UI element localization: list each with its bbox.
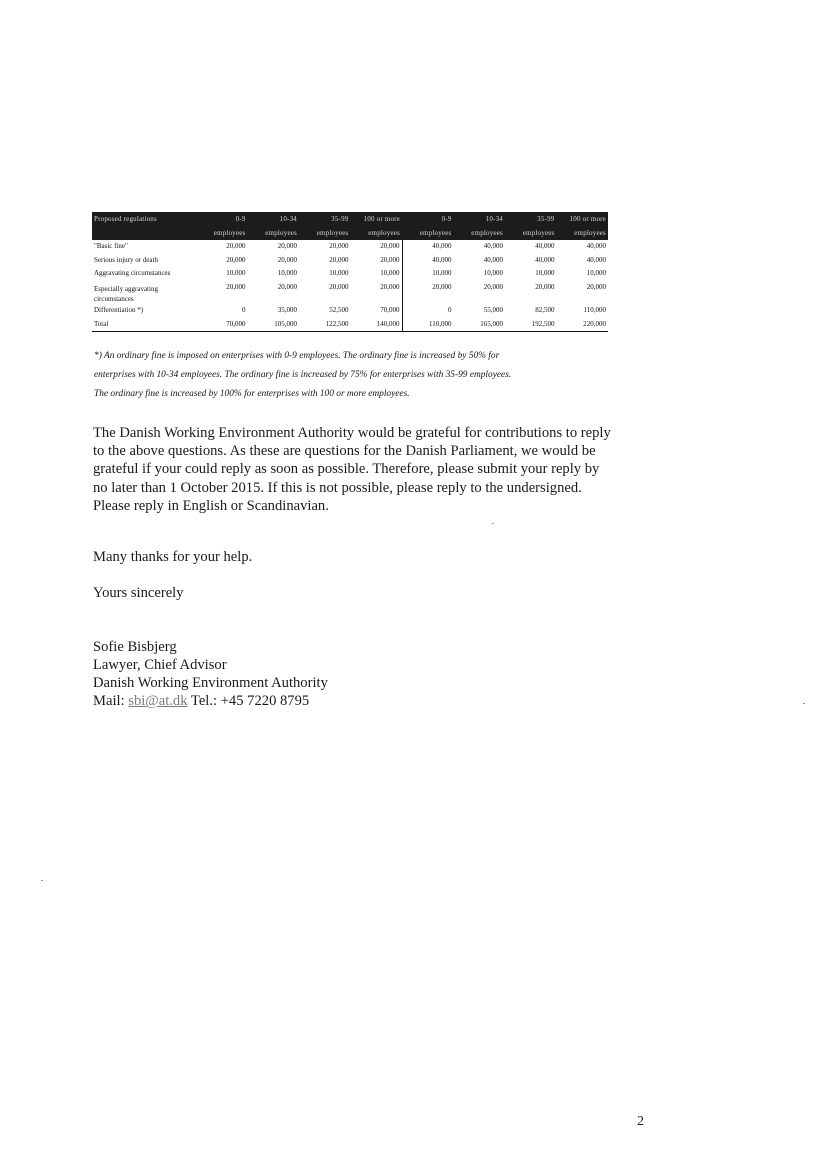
row-label: "Basic fine" [94,242,128,251]
table-header-cell [92,226,196,240]
table-row [92,254,608,268]
table-cell: 10,000 [226,269,246,278]
table-cell: 140,000 [351,317,403,331]
table-header-cell: 35-99 [331,214,349,223]
table-header-cell: employees [471,228,503,237]
table-header-cell: employees [368,228,400,237]
table-row [92,240,608,254]
table-header-cell: employees [522,228,555,237]
table-cell: 165,000 [454,317,506,331]
signatory-name: Sofie Bisbjerg [93,639,177,655]
table-cell: 40,000 [535,242,555,251]
signatory-title: Lawyer, Chief Advisor [93,657,227,673]
footnote-line: The ordinary fine is increased by 100% for enterprises with 100 or more employees. [94,389,410,399]
table-header-row [92,212,608,226]
table-header-cell: employees [213,228,246,237]
table-cell: 20,000 [483,282,503,291]
table-cell: 20,000 [351,240,403,254]
table-cell: 110,000 [583,306,606,315]
table-header-cell: employees [265,228,297,237]
fines-table [92,212,608,332]
table-cell: 110,000 [402,317,454,331]
signatory-organization: Danish Working Environment Authority [93,675,328,691]
table-cell: 52,500 [329,306,349,315]
table-row [92,281,608,304]
body-paragraph: The Danish Working Environment Authority would be grateful for contributions to reply to the above questions. As these are questions for the Danish Parliament, we would be grateful if your could reply as soon as possible. Therefore, please submit your reply by no later than 1 October 2015. If this is not possible, please reply to the undersigned. Please reply in English or Scandinavian. [93,425,611,514]
table-header-cell: 100 or more [363,214,400,223]
table-cell: 10,000 [586,269,606,278]
table-cell: 70,000 [351,304,403,318]
table-row [92,304,608,318]
table-header-cell: employees [316,228,349,237]
table-row [92,317,608,331]
row-label: Aggravating circumstances [94,269,171,278]
table-row [92,267,608,281]
table-header-cell: employees [574,228,606,237]
table-cell: 10,000 [351,267,403,281]
table-cell: 10,000 [432,269,452,278]
table-header-cell: 35-99 [537,214,555,223]
table-cell: 10,000 [329,269,349,278]
table-header-cell: 10-34 [485,214,503,223]
table-cell: 122,500 [299,317,351,331]
email-link[interactable]: sbi@at.dk [128,693,188,709]
table-cell: 40,000 [483,255,503,264]
table-cell: 40,000 [535,255,555,264]
table-cell: 82,500 [535,306,555,315]
table-cell: 20,000 [329,242,349,251]
contact-line [93,692,613,710]
table-cell: 40,000 [586,242,606,251]
table-cell: 0 [448,306,452,315]
table-cell: 20,000 [586,282,606,291]
table-cell: 40,000 [432,255,452,264]
row-label: Differentiation *) [94,306,144,315]
table-cell: 20,000 [277,242,297,251]
table-header-row [92,226,608,240]
table-cell: 0 [242,306,246,315]
closing-line: Yours sincerely [93,585,184,601]
table-cell: 40,000 [432,242,452,251]
table-cell: 20,000 [351,254,403,268]
table-cell: 55,000 [483,306,503,315]
table-cell: 20,000 [351,281,403,304]
table-cell: 20,000 [535,282,555,291]
table-header-cell: 10-34 [279,214,297,223]
table-cell: 20,000 [329,282,349,291]
table-header-cell: 0-9 [235,214,246,223]
table-cell: 40,000 [586,255,606,264]
table-cell: 20,000 [226,282,246,291]
table-cell: 10,000 [277,269,297,278]
row-label: Serious injury or death [94,255,158,264]
table-cell: 20,000 [277,282,297,291]
table-footnote [94,347,614,404]
page-number: 2 [637,1114,644,1129]
thanks-paragraph: Many thanks for your help. [93,549,253,565]
footnote-line: enterprises with 10-34 employees. The ordinary fine is increased by 75% for enterprises with 35-99 employees. [94,370,512,380]
table-header-cell: Proposed regulations [94,214,157,223]
table-cell: 20,000 [226,255,246,264]
table-cell: 20,000 [226,242,246,251]
table-cell: 70,000 [196,317,248,331]
table-cell: 40,000 [483,242,503,251]
table-cell: 20,000 [329,255,349,264]
table-cell: 20,000 [432,282,452,291]
table-cell: 192,500 [505,317,557,331]
signature-block [93,638,613,710]
table-cell: 10,000 [483,269,503,278]
table-cell: 20,000 [277,255,297,264]
row-label: Especially aggravating circumstances [94,284,158,303]
table-header-cell: 0-9 [441,214,452,223]
table-cell: 35,000 [277,306,297,315]
table-header-cell: employees [419,228,452,237]
table-cell: 105,000 [248,317,300,331]
row-label: Total [92,317,196,331]
phone-number: Tel.: +45 7220 8795 [190,693,310,709]
mail-label: Mail: [93,693,125,709]
table-header-cell: 100 or more [569,214,606,223]
table-cell: 220,000 [557,317,609,331]
footnote-line: *) An ordinary fine is imposed on enterprises with 0-9 employees. The ordinary fine is increased by 50% for [94,351,500,361]
table-cell: 10,000 [535,269,555,278]
